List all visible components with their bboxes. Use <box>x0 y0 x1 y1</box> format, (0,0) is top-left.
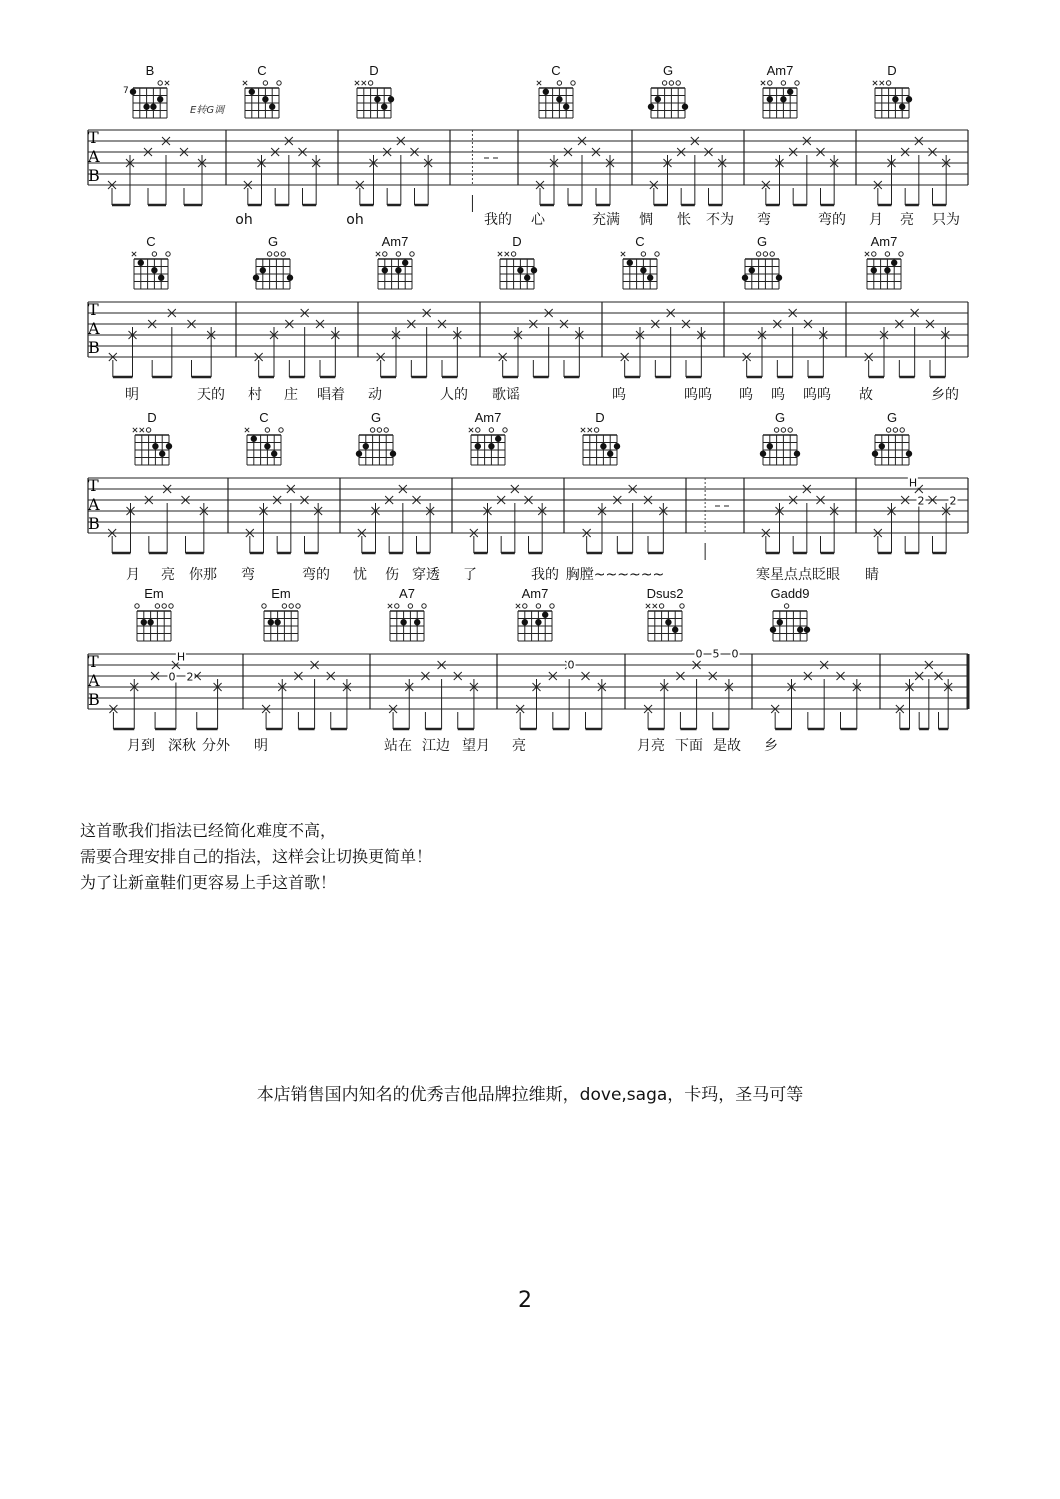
finger-dot <box>640 267 646 273</box>
open-string-mark <box>166 252 170 256</box>
lyric-word: 村 <box>248 387 262 403</box>
chord-name: Am7 <box>870 234 898 249</box>
lyric-word: 唱着 <box>317 387 345 403</box>
lyric-word: 深秋 <box>168 738 196 754</box>
finger-dot <box>151 267 157 273</box>
lyric-word: 只为 <box>932 212 960 228</box>
finger-dot <box>872 451 878 457</box>
fret-number: 2 <box>949 494 957 508</box>
lyric-word: 呜呜 <box>803 387 831 403</box>
open-string-mark <box>536 604 540 608</box>
finger-dot <box>150 104 156 110</box>
open-string-mark <box>900 428 904 432</box>
finger-dot <box>141 619 147 625</box>
open-string-mark <box>893 428 897 432</box>
finger-dot <box>563 104 569 110</box>
open-string-mark <box>489 428 493 432</box>
finger-dot <box>271 451 277 457</box>
fret-number: H <box>176 650 186 664</box>
open-string-mark <box>669 81 673 85</box>
finger-dot <box>906 96 912 102</box>
open-string-mark <box>899 252 903 256</box>
muted-string-mark <box>376 252 380 256</box>
open-string-mark <box>571 81 575 85</box>
lyric-word: 站在 <box>384 738 412 754</box>
muted-string-mark <box>140 428 144 432</box>
lyric-word: 穿透 <box>412 567 440 583</box>
tab-clef-letter: A <box>88 495 100 514</box>
fret-number: 0 <box>567 658 575 672</box>
lyric-word: 了 <box>463 567 477 583</box>
lyric-word: 月 <box>126 567 140 583</box>
finger-dot <box>130 89 136 95</box>
chord-name: C <box>257 63 267 78</box>
finger-dot <box>542 612 548 618</box>
finger-dot <box>363 443 369 449</box>
open-string-mark <box>763 252 767 256</box>
chord-name: Em <box>144 586 164 601</box>
muted-string-mark <box>761 81 765 85</box>
open-string-mark <box>770 252 774 256</box>
finger-dot <box>614 443 620 449</box>
finger-dot <box>871 267 877 273</box>
chord-name: Am7 <box>474 410 502 425</box>
muted-string-mark <box>132 252 136 256</box>
lyric-word: 呜 <box>612 387 626 403</box>
muted-string-mark <box>537 81 541 85</box>
finger-dot <box>767 443 773 449</box>
lyric-word: 月亮 <box>637 738 665 754</box>
finger-dot <box>381 104 387 110</box>
finger-dot <box>356 451 362 457</box>
chord-name: D <box>887 63 897 78</box>
open-string-mark <box>503 428 507 432</box>
key-change-label: E转G调 <box>190 105 225 116</box>
lyric-word: 弯的 <box>818 212 846 228</box>
lyric-word: 故 <box>859 387 873 403</box>
finger-dot <box>166 443 172 449</box>
lyric-word: 弯 <box>241 567 255 583</box>
note-line: 需要合理安排自己的指法，这样会让切换更简单！ <box>80 847 433 866</box>
open-string-mark <box>781 81 785 85</box>
chord-name: A7 <box>399 586 415 601</box>
chord-name: D <box>369 63 379 78</box>
open-string-mark <box>594 428 598 432</box>
fret-number: H <box>908 476 918 490</box>
chord-name: D <box>147 410 157 425</box>
chord-name: G <box>774 410 786 425</box>
finger-dot <box>268 619 274 625</box>
open-string-mark <box>265 428 269 432</box>
tab-clef-letter: B <box>88 338 100 357</box>
lyric-word: 亮 <box>512 738 526 754</box>
finger-dot <box>627 260 633 266</box>
finger-dot <box>251 436 257 442</box>
lyric-word: 分外 <box>202 738 230 754</box>
lyric-word: 我的 <box>484 212 512 228</box>
lyric-word: 弯的 <box>302 567 330 583</box>
open-string-mark <box>680 604 684 608</box>
open-string-mark <box>281 252 285 256</box>
open-string-mark <box>395 604 399 608</box>
chord-name: G <box>756 234 768 249</box>
finger-dot <box>269 104 275 110</box>
finger-dot <box>159 451 165 457</box>
chord-name: Dsus2 <box>646 586 684 601</box>
lyric-word: oh <box>346 212 364 228</box>
lyric-word: 睛 <box>865 567 879 583</box>
open-string-mark <box>135 604 139 608</box>
muted-string-mark <box>498 252 502 256</box>
finger-dot <box>274 619 280 625</box>
lyric-word: 不为 <box>706 212 734 228</box>
lyric-word: 伤 <box>385 567 399 583</box>
chord-name: B <box>145 63 155 78</box>
finger-dot <box>157 96 163 102</box>
finger-dot <box>767 96 773 102</box>
finger-dot <box>891 260 897 266</box>
lyric-word: 我的 <box>531 567 559 583</box>
open-string-mark <box>662 81 666 85</box>
open-string-mark <box>146 428 150 432</box>
open-string-mark <box>557 81 561 85</box>
lyric-word: 乡的 <box>931 387 959 403</box>
finger-dot <box>906 451 912 457</box>
muted-string-mark <box>362 81 366 85</box>
chord-name: D <box>512 234 522 249</box>
finger-dot <box>388 96 394 102</box>
open-string-mark <box>383 252 387 256</box>
lyric-word: 充满 <box>592 212 620 228</box>
lyric-word: 怅 <box>677 212 691 228</box>
finger-dot <box>253 275 259 281</box>
open-string-mark <box>296 604 300 608</box>
fret-number: 0 <box>168 670 176 684</box>
lyric-word: 下面 <box>675 738 703 754</box>
open-string-mark <box>511 252 515 256</box>
note-line: 为了让新童鞋们更容易上手这首歌！ <box>80 873 337 892</box>
finger-dot <box>395 267 401 273</box>
chord-name: Gadd9 <box>770 586 810 601</box>
open-string-mark <box>169 604 173 608</box>
open-string-mark <box>768 81 772 85</box>
finger-dot <box>138 260 144 266</box>
open-string-mark <box>370 428 374 432</box>
lyric-word: 呜 <box>739 387 753 403</box>
lyric-word: 天的 <box>197 387 225 403</box>
chord-name: G <box>662 63 674 78</box>
finger-dot <box>522 619 528 625</box>
open-string-mark <box>774 428 778 432</box>
muted-string-mark <box>165 81 169 85</box>
lyric-word: 你那 <box>189 567 217 583</box>
chord-name: C <box>635 234 645 249</box>
open-string-mark <box>410 252 414 256</box>
open-string-mark <box>262 604 266 608</box>
tab-clef-letter: T <box>88 652 99 671</box>
lyric-word: 月 <box>869 212 883 228</box>
lyric-word: 庄 <box>284 387 298 403</box>
fret-number: 2 <box>186 670 194 684</box>
finger-dot <box>260 267 266 273</box>
finger-dot <box>414 619 420 625</box>
finger-dot <box>794 451 800 457</box>
finger-dot <box>770 627 776 633</box>
open-string-mark <box>659 604 663 608</box>
lyric-word: 亮 <box>161 567 175 583</box>
finger-dot <box>287 275 293 281</box>
muted-string-mark <box>243 81 247 85</box>
open-string-mark <box>277 81 281 85</box>
lyric-word: oh <box>235 212 253 228</box>
tab-clef-letter: T <box>88 128 99 147</box>
finger-dot <box>374 96 380 102</box>
muted-string-mark <box>873 81 877 85</box>
page-number: 2 <box>518 1288 532 1313</box>
finger-dot <box>152 443 158 449</box>
chord-name: G <box>370 410 382 425</box>
finger-dot <box>517 267 523 273</box>
tab-clef-letter: A <box>88 319 100 338</box>
open-string-mark <box>263 81 267 85</box>
finger-dot <box>535 619 541 625</box>
lyric-word: 月到 <box>127 738 155 754</box>
open-string-mark <box>641 252 645 256</box>
open-string-mark <box>384 428 388 432</box>
tab-clef-letter: B <box>88 166 100 185</box>
finger-dot <box>400 619 406 625</box>
finger-dot <box>665 619 671 625</box>
muted-string-mark <box>646 604 650 608</box>
lyric-word: 江边 <box>422 738 450 754</box>
open-string-mark <box>550 604 554 608</box>
open-string-mark <box>655 252 659 256</box>
muted-string-mark <box>581 428 585 432</box>
finger-dot <box>780 96 786 102</box>
finger-dot <box>262 96 268 102</box>
lyric-word: 歌谣 <box>492 387 520 403</box>
finger-dot <box>475 443 481 449</box>
open-string-mark <box>885 252 889 256</box>
chord-name: C <box>146 234 156 249</box>
open-string-mark <box>523 604 527 608</box>
lyric-word: 是故 <box>713 738 741 754</box>
open-string-mark <box>155 604 159 608</box>
chord-name: G <box>267 234 279 249</box>
lyric-word: 寒星点点眨眼 <box>756 567 840 583</box>
finger-dot <box>495 436 501 442</box>
open-string-mark <box>784 604 788 608</box>
lyric-word: 动 <box>368 387 382 403</box>
fret-number: 2 <box>917 494 925 508</box>
finger-dot <box>648 104 654 110</box>
lyric-word: 呜 <box>771 387 785 403</box>
open-string-mark <box>795 81 799 85</box>
finger-dot <box>760 451 766 457</box>
finger-dot <box>655 96 661 102</box>
open-string-mark <box>886 428 890 432</box>
open-string-mark <box>756 252 760 256</box>
muted-string-mark <box>355 81 359 85</box>
finger-dot <box>892 96 898 102</box>
muted-string-mark <box>469 428 473 432</box>
open-string-mark <box>396 252 400 256</box>
finger-dot <box>787 89 793 95</box>
muted-string-mark <box>388 604 392 608</box>
open-string-mark <box>368 81 372 85</box>
open-string-mark <box>781 428 785 432</box>
finger-dot <box>382 267 388 273</box>
chord-name: Am7 <box>521 586 549 601</box>
notes-block <box>80 818 432 896</box>
lyric-word: 胸膛~~~~~~ <box>565 567 665 583</box>
muted-string-mark <box>865 252 869 256</box>
muted-string-mark <box>880 81 884 85</box>
finger-dot <box>402 260 408 266</box>
finger-dot <box>249 89 255 95</box>
open-string-mark <box>279 428 283 432</box>
open-string-mark <box>158 81 162 85</box>
finger-dot <box>682 104 688 110</box>
open-string-mark <box>274 252 278 256</box>
chord-name: G <box>886 410 898 425</box>
finger-dot <box>158 275 164 281</box>
finger-dot <box>899 104 905 110</box>
finger-dot <box>556 96 562 102</box>
tab-clef-letter: T <box>88 300 99 319</box>
finger-dot <box>777 619 783 625</box>
open-string-mark <box>152 252 156 256</box>
base-fret-label: 7 <box>123 86 129 96</box>
finger-dot <box>543 89 549 95</box>
chord-name: Am7 <box>766 63 794 78</box>
open-string-mark <box>422 604 426 608</box>
open-string-mark <box>886 81 890 85</box>
muted-string-mark <box>621 252 625 256</box>
finger-dot <box>749 267 755 273</box>
note-line: 这首歌我们指法已经简化难度不高， <box>80 821 337 840</box>
muted-string-mark <box>588 428 592 432</box>
lyric-word: 明 <box>125 387 139 403</box>
shop-text: 本店销售国内知名的优秀吉他品牌拉维斯，dove,saga，卡玛，圣马可等 <box>256 1085 804 1105</box>
lyric-word: 亮 <box>900 212 914 228</box>
finger-dot <box>742 275 748 281</box>
open-string-mark <box>676 81 680 85</box>
muted-string-mark <box>516 604 520 608</box>
tab-clef-letter: B <box>88 690 100 709</box>
chord-name: Em <box>271 586 291 601</box>
tab-clef-letter: B <box>88 514 100 533</box>
finger-dot <box>647 275 653 281</box>
lyric-word: 呜呜 <box>684 387 712 403</box>
finger-dot <box>143 104 149 110</box>
finger-dot <box>607 451 613 457</box>
finger-dot <box>879 443 885 449</box>
lyric-word: 惆 <box>639 212 653 228</box>
open-string-mark <box>162 604 166 608</box>
finger-dot <box>672 627 678 633</box>
finger-dot <box>524 275 530 281</box>
finger-dot <box>804 627 810 633</box>
muted-string-mark <box>133 428 137 432</box>
muted-string-mark <box>245 428 249 432</box>
chord-name: C <box>551 63 561 78</box>
muted-string-mark <box>653 604 657 608</box>
finger-dot <box>776 275 782 281</box>
fret-number: 5 <box>712 647 720 661</box>
open-string-mark <box>872 252 876 256</box>
lyric-word: 心 <box>531 212 545 228</box>
fret-number: 0 <box>695 647 703 661</box>
chord-name: Am7 <box>381 234 409 249</box>
finger-dot <box>797 627 803 633</box>
tab-clef-letter: A <box>88 671 100 690</box>
finger-dot <box>488 443 494 449</box>
lyric-word: 人的 <box>440 387 468 403</box>
lyric-word: 明 <box>254 738 268 754</box>
tab-clef-letter: A <box>88 147 100 166</box>
open-string-mark <box>788 428 792 432</box>
finger-dot <box>390 451 396 457</box>
lyric-word: 乡 <box>764 738 778 754</box>
open-string-mark <box>476 428 480 432</box>
lyric-word: 望月 <box>462 738 490 754</box>
tab-clef-letter: T <box>88 476 99 495</box>
fret-number: 0 <box>731 647 739 661</box>
finger-dot <box>600 443 606 449</box>
open-string-mark <box>282 604 286 608</box>
muted-string-mark <box>505 252 509 256</box>
finger-dot <box>531 267 537 273</box>
finger-dot <box>264 443 270 449</box>
lyric-word: 忧 <box>353 567 367 583</box>
open-string-mark <box>267 252 271 256</box>
open-string-mark <box>377 428 381 432</box>
finger-dot <box>147 619 153 625</box>
finger-dot <box>884 267 890 273</box>
open-string-mark <box>289 604 293 608</box>
chord-name: C <box>259 410 269 425</box>
open-string-mark <box>408 604 412 608</box>
lyric-word: 弯 <box>757 212 771 228</box>
chord-name: D <box>595 410 605 425</box>
